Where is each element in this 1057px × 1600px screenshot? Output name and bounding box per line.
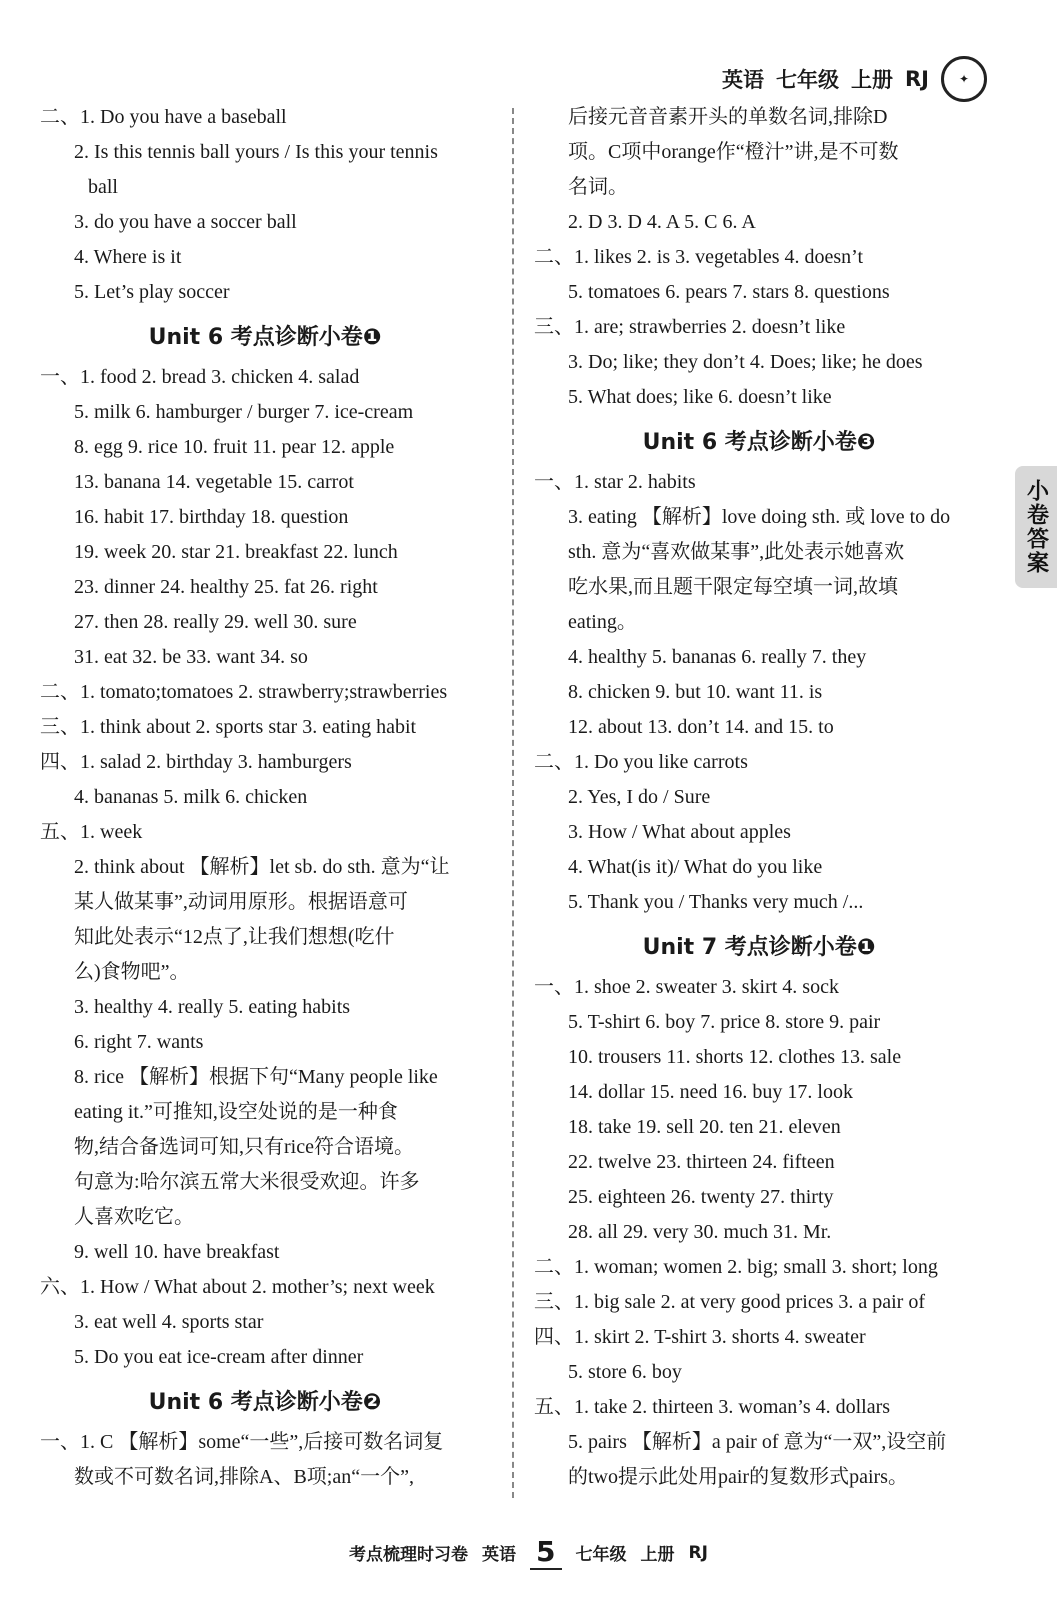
footer-subject: 英语 bbox=[482, 1545, 517, 1565]
answer-line: 9. well 10. have breakfast bbox=[74, 1241, 280, 1263]
answer-line: 一、1. C 【解析】some“一些”,后接可数名词复 bbox=[40, 1431, 444, 1453]
answer-line: 二、1. woman; women 2. big; small 3. short; long bbox=[534, 1256, 938, 1278]
footer-volume: 上册 bbox=[640, 1545, 675, 1565]
answer-line: 数或不可数名词,排除A、B项;an“一个”, bbox=[74, 1466, 414, 1488]
answer-line: 项。C项中orange作“橙汁”讲,是不可数 bbox=[568, 141, 899, 163]
answer-line: 4. Where is it bbox=[74, 246, 182, 268]
answer-line: 2. think about 【解析】let sb. do sth. 意为“让 bbox=[74, 856, 450, 878]
answer-line: 18. take 19. sell 20. ten 21. eleven bbox=[568, 1116, 841, 1138]
answer-line: eating it.”可推知,设空处说的是一种食 bbox=[74, 1101, 398, 1123]
answer-line: 5. T-shirt 6. boy 7. price 8. store 9. pair bbox=[568, 1011, 881, 1033]
answer-line: 8. egg 9. rice 10. fruit 11. pear 12. apple bbox=[74, 436, 395, 458]
header-volume: 上册 bbox=[851, 68, 894, 92]
page-footer bbox=[0, 1535, 1057, 1570]
answer-line: 某人做某事”,动词用原形。根据语意可 bbox=[74, 891, 408, 913]
answer-line: ball bbox=[88, 176, 118, 198]
answer-line: 三、1. big sale 2. at very good prices 3. a pair of bbox=[534, 1291, 926, 1313]
answer-line: 4. healthy 5. bananas 6. really 7. they bbox=[568, 646, 867, 668]
answer-line: sth. 意为“喜欢做某事”,此处表示她喜欢 bbox=[568, 541, 905, 563]
answer-line: 23. dinner 24. healthy 25. fat 26. right bbox=[74, 576, 378, 598]
page-number: 5 bbox=[530, 1535, 561, 1570]
answer-line: 物,结合备选词可知,只有rice符合语境。 bbox=[74, 1136, 414, 1158]
answer-line: 6. right 7. wants bbox=[74, 1031, 204, 1053]
answer-line: eating。 bbox=[568, 611, 637, 633]
answer-line: 16. habit 17. birthday 18. question bbox=[74, 506, 349, 528]
answer-line: 19. week 20. star 21. breakfast 22. lunch bbox=[74, 541, 398, 563]
answer-line: 5. Do you eat ice-cream after dinner bbox=[74, 1346, 364, 1368]
answer-line: 2. Is this tennis ball yours / Is this your tennis bbox=[74, 141, 438, 163]
answer-line: 8. rice 【解析】根据下句“Many people like bbox=[74, 1066, 438, 1088]
answer-line: 一、1. shoe 2. sweater 3. skirt 4. sock bbox=[534, 976, 839, 998]
answer-line: 8. chicken 9. but 10. want 11. is bbox=[568, 681, 823, 703]
header-edition: RJ bbox=[905, 67, 929, 91]
answer-line: 5. Let’s play soccer bbox=[74, 281, 230, 303]
answer-line: 名词。 bbox=[568, 176, 628, 198]
answer-line: 四、1. skirt 2. T-shirt 3. shorts 4. sweater bbox=[534, 1326, 866, 1348]
answer-line: 2. D 3. D 4. A 5. C 6. A bbox=[568, 211, 756, 233]
right-column bbox=[534, 100, 984, 1495]
answer-line: 3. healthy 4. really 5. eating habits bbox=[74, 996, 351, 1018]
side-tab: 小卷答案 bbox=[1015, 466, 1057, 588]
answer-line: 3. How / What about apples bbox=[568, 821, 791, 843]
answer-line: 10. trousers 11. shorts 12. clothes 13. sale bbox=[568, 1046, 902, 1068]
answer-line: 5. tomatoes 6. pears 7. stars 8. questions bbox=[568, 281, 890, 303]
section-title: Unit 6 考点诊断小卷❸ bbox=[642, 430, 876, 455]
answer-line: 五、1. week bbox=[40, 821, 143, 843]
footer-book: 考点梳理时习卷 bbox=[349, 1545, 469, 1565]
answer-line: 14. dollar 15. need 16. buy 17. look bbox=[568, 1081, 853, 1103]
answer-line: 四、1. salad 2. birthday 3. hamburgers bbox=[40, 751, 352, 773]
answer-line: 三、1. are; strawberries 2. doesn’t like bbox=[534, 316, 846, 338]
answer-line: 后接元音音素开头的单数名词,排除D bbox=[568, 106, 888, 128]
answer-line: 27. then 28. really 29. well 30. sure bbox=[74, 611, 357, 633]
answer-line: 句意为:哈尔滨五常大米很受欢迎。许多 bbox=[74, 1171, 420, 1193]
answer-line: 五、1. take 2. thirteen 3. woman’s 4. dollars bbox=[534, 1396, 891, 1418]
header-grade: 七年级 bbox=[776, 68, 840, 92]
section-title: Unit 6 考点诊断小卷❶ bbox=[148, 325, 382, 350]
answer-line: 3. Do; like; they don’t 4. Does; like; he does bbox=[568, 351, 923, 373]
answer-line: 么)食物吧”。 bbox=[74, 961, 190, 983]
answer-line: 二、1. tomato;tomatoes 2. strawberry;strawberries bbox=[40, 681, 448, 703]
answer-line: 3. eating 【解析】love doing sth. 或 love to do bbox=[568, 506, 951, 528]
answer-line: 22. twelve 23. thirteen 24. fifteen bbox=[568, 1151, 835, 1173]
answer-line: 31. eat 32. be 33. want 34. so bbox=[74, 646, 308, 668]
answer-line: 4. bananas 5. milk 6. chicken bbox=[74, 786, 308, 808]
answer-line: 12. about 13. don’t 14. and 15. to bbox=[568, 716, 834, 738]
answer-line: 5. What does; like 6. doesn’t like bbox=[568, 386, 832, 408]
answer-line: 二、1. Do you like carrots bbox=[534, 751, 748, 773]
answer-line: 5. store 6. boy bbox=[568, 1361, 682, 1383]
answer-line: 3. do you have a soccer ball bbox=[74, 211, 297, 233]
page-header bbox=[722, 62, 987, 96]
left-column bbox=[40, 100, 490, 1495]
answer-line: 的two提示此处用pair的复数形式pairs。 bbox=[568, 1466, 908, 1488]
footer-edition: RJ bbox=[688, 1542, 708, 1563]
answer-line: 2. Yes, I do / Sure bbox=[568, 786, 711, 808]
footer-grade: 七年级 bbox=[575, 1545, 627, 1565]
answer-line: 三、1. think about 2. sports star 3. eating habit bbox=[40, 716, 417, 738]
answer-line: 5. milk 6. hamburger / burger 7. ice-cream bbox=[74, 401, 414, 423]
section-title: Unit 7 考点诊断小卷❶ bbox=[642, 935, 876, 960]
answer-line: 3. eat well 4. sports star bbox=[74, 1311, 264, 1333]
answer-line: 13. banana 14. vegetable 15. carrot bbox=[74, 471, 354, 493]
header-subject: 英语 bbox=[722, 68, 765, 92]
answer-line: 5. pairs 【解析】a pair of 意为“一双”,设空前 bbox=[568, 1431, 947, 1453]
answer-line: 28. all 29. very 30. much 31. Mr. bbox=[568, 1221, 832, 1243]
column-divider bbox=[512, 108, 514, 1498]
answer-line: 人喜欢吃它。 bbox=[74, 1206, 194, 1228]
answer-line: 一、1. food 2. bread 3. chicken 4. salad bbox=[40, 366, 360, 388]
answer-line: 知此处表示“12点了,让我们想想(吃什 bbox=[74, 926, 395, 948]
answer-line: 二、1. Do you have a baseball bbox=[40, 106, 287, 128]
section-title: Unit 6 考点诊断小卷❷ bbox=[148, 1390, 382, 1415]
answer-line: 六、1. How / What about 2. mother’s; next week bbox=[40, 1276, 435, 1298]
brand-logo-icon: ✦ bbox=[941, 56, 987, 102]
answer-line: 一、1. star 2. habits bbox=[534, 471, 696, 493]
answer-line: 4. What(is it)/ What do you like bbox=[568, 856, 823, 878]
answer-line: 吃水果,而且题干限定每空填一词,故填 bbox=[568, 576, 898, 598]
answer-line: 5. Thank you / Thanks very much /... bbox=[568, 891, 864, 913]
answer-line: 二、1. likes 2. is 3. vegetables 4. doesn’t bbox=[534, 246, 864, 268]
answer-line: 25. eighteen 26. twenty 27. thirty bbox=[568, 1186, 834, 1208]
